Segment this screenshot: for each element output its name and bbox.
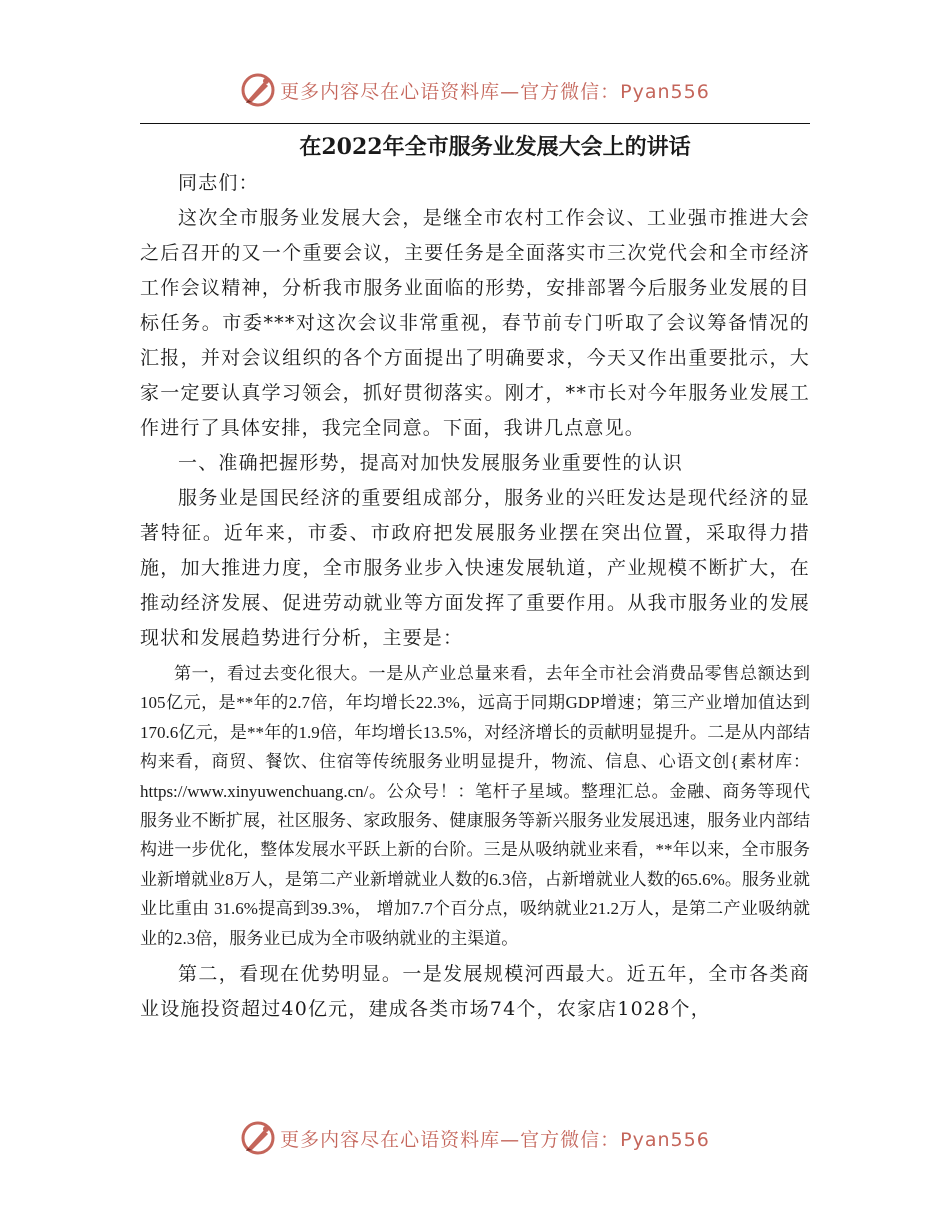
banner-text: 更多内容尽在心语资料库—官方微信：Pyan556 <box>280 80 710 103</box>
section-heading: 一、准确把握形势，提高对加快发展服务业重要性的认识 <box>178 452 684 474</box>
paragraph-first-point: 第一，看过去变化很大。一是从产业总量来看，去年全市社会消费品零售总额达到 105亿元，是**年的2.7倍，年均增长22.3%，远高于同期GDP增速；第三产业增加值达到 170.6亿元，是**年的1.9倍，年均增长13.5%，对经济增长的贡献明显提升。二是从内部结构来看，商贸、餐饮、住宿等传统服务业明显提升，物流、信息、心语文创{素材库：https://www.xinyuwenchuang.cn/。公众号！：笔杆子星域。整理汇总。金融、商务等现代服务业不断扩展，社区服务、家政服务、健康服务等新兴服务业发展迅速，服务业内部结构进一步优化，整体发展水平跃上新的台阶。三是从吸纳就业来看，**年以来，全市服务业新增就业8万人，是第二产业新增就业人数的6.3倍，占新增就业人数的65.6%。服务业就业比重由 31.6%提高到39.3%， 增加7.7个百分点，吸纳就业21.2万人，是第二产业吸纳就业的2.3倍，服务业已成为全市吸纳就业的主渠道。 <box>140 664 810 948</box>
pen-logo-icon <box>240 1120 276 1156</box>
header-watermark-banner <box>0 70 950 110</box>
document-title: 在2022年全市服务业发展大会上的讲话 <box>299 134 691 160</box>
document-body <box>140 126 810 1027</box>
header-rule <box>140 123 810 124</box>
paragraph-intro: 这次全市服务业发展大会，是继全市农村工作会议、工业强市推进大会之后召开的又一个重要会议，主要任务是全面落实市三次党代会和全市经济工作会议精神，分析我市服务业面临的形势，安排部署今后服务业发展的目标任务。市委***对这次会议非常重视，春节前专门听取了会议筹备情况的汇报，并对会议组织的各个方面提出了明确要求，今天又作出重要批示，大家一定要认真学习领会，抓好贯彻落实。刚才，**市长对今年服务业发展工作进行了具体安排，我完全同意。下面，我讲几点意见。 <box>140 207 810 439</box>
paragraph-second-point: 第二，看现在优势明显。一是发展规模河西最大。近五年，全市各类商业设施投资超过40亿元，建成各类市场74个，农家店1028个， <box>140 963 810 1021</box>
footer-watermark-banner <box>0 1118 950 1158</box>
pen-logo-icon <box>240 72 276 108</box>
banner-text: 更多内容尽在心语资料库—官方微信：Pyan556 <box>280 1128 710 1151</box>
greeting: 同志们： <box>178 172 259 194</box>
paragraph-overview: 服务业是国民经济的重要组成部分，服务业的兴旺发达是现代经济的显著特征。近年来，市委、市政府把发展服务业摆在突出位置，采取得力措施，加大推进力度，全市服务业步入快速发展轨道，产业规模不断扩大，在推动经济发展、促进劳动就业等方面发挥了重要作用。从我市服务业的发展现状和发展趋势进行分析，主要是： <box>140 487 810 649</box>
